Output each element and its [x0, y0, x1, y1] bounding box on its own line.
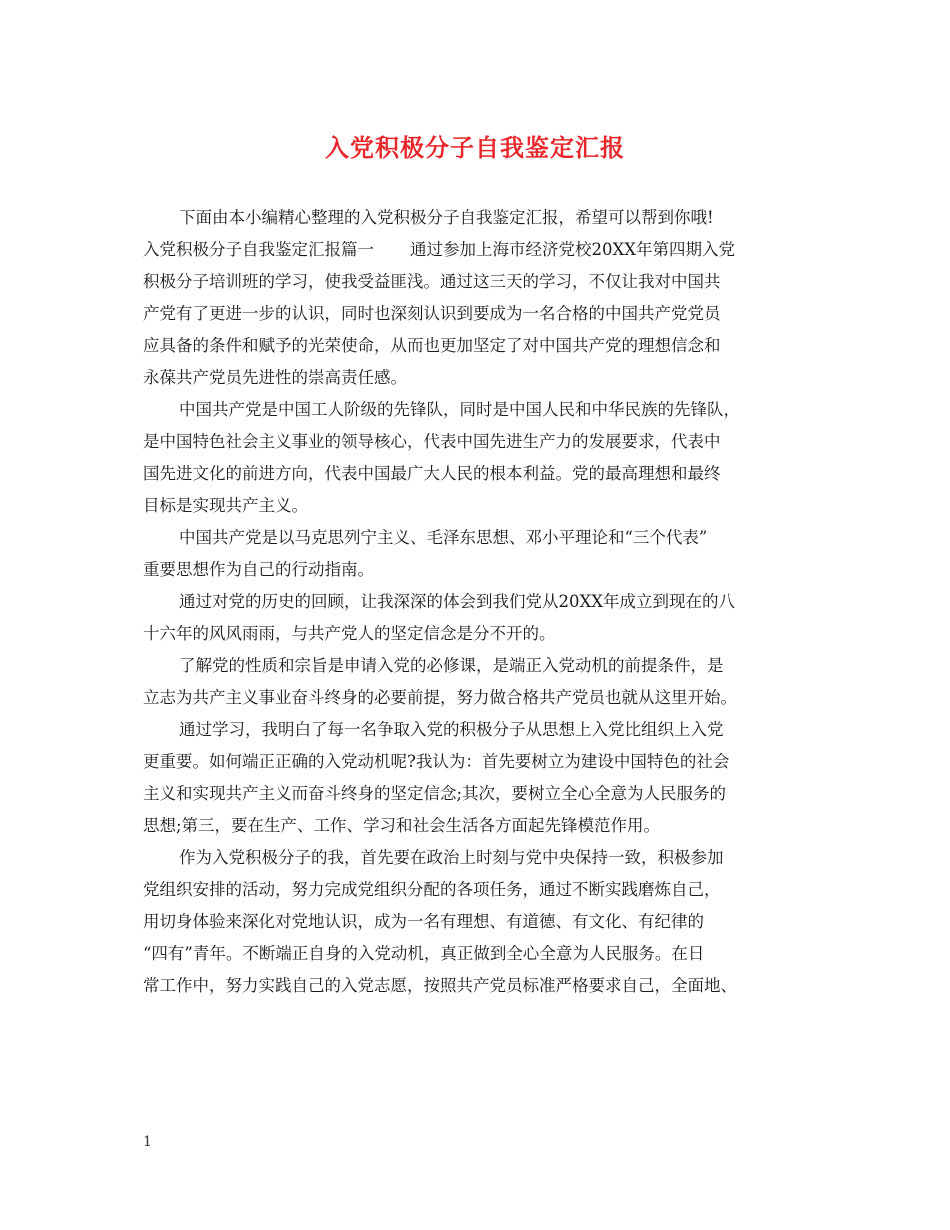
body-line-15: 通过学习，我明白了每一名争取入党的积极分子从思想上入党比组织上入党	[179, 720, 724, 739]
page-number: 1	[143, 1134, 152, 1150]
body-line-2: 产党有了更进一步的认识，同时也深刻认识到要成为一名合格的中国共产党党员	[143, 304, 721, 323]
body-line-19: 作为入党积极分子的我，首先要在政治上时刻与党中央保持一致，积极参加	[179, 848, 724, 867]
body-line-13: 了解党的性质和宗旨是申请入党的必修课，是端正入党动机的前提条件，是	[179, 656, 724, 675]
body-line-5: 中国共产党是中国工人阶级的先锋队，同时是中国人民和中华民族的先锋队，	[179, 400, 740, 419]
body-line-22: “四有”青年。不断端正自身的入党动机，真正做到全心全意为人民服务。在日	[143, 944, 705, 963]
document-title: 入党积极分子自我鉴定汇报	[325, 133, 625, 162]
body-line-0: 通过参加上海市经济党校20XX年第四期入党	[410, 240, 735, 259]
body-line-11: 通过对党的历史的回顾，让我深深的体会到我们党从20XX年成立到现在的八	[179, 592, 735, 611]
body-line-21: 用切身体验来深化对党地认识，成为一名有理想、有道德、有文化、有纪律的	[143, 912, 704, 931]
body-line-9: 中国共产党是以马克思列宁主义、毛泽东思想、邓小平理论和“三个代表”	[179, 528, 708, 547]
body-line-18: 思想;第三，要在生产、工作、学习和社会生活各方面起先锋模范作用。	[143, 816, 661, 835]
body-line-7: 国先进文化的前进方向，代表中国最广大人民的根本利益。党的最高理想和最终	[143, 464, 721, 483]
body-line-1: 积极分子培训班的学习，使我受益匪浅。通过这三天的学习，不仅让我对中国共	[143, 272, 721, 291]
body-line-3: 应具备的条件和赋予的光荣使命，从而也更加坚定了对中国共产党的理想信念和	[143, 336, 721, 355]
section-heading: 入党积极分子自我鉴定汇报篇一	[143, 240, 374, 259]
body-line-4: 永葆共产党员先进性的崇高责任感。	[143, 368, 407, 387]
body-line-6: 是中国特色社会主义事业的领导核心，代表中国先进生产力的发展要求，代表中	[143, 432, 721, 451]
body-line-12: 十六年的风风雨雨，与共产党人的坚定信念是分不开的。	[143, 624, 556, 643]
body-line-20: 党组织安排的活动，努力完成党组织分配的各项任务，通过不断实践磨炼自己，	[143, 880, 721, 899]
body-line-23: 常工作中，努力实践自己的入党志愿，按照共产党员标准严格要求自己，全面地、	[143, 976, 737, 995]
document-body	[143, 202, 813, 1002]
body-line-10: 重要思想作为自己的行动指南。	[143, 560, 374, 579]
body-line-17: 主义和实现共产主义而奋斗终身的坚定信念;其次，要树立全心全意为人民服务的	[143, 784, 727, 803]
body-line-14: 立志为共产主义事业奋斗终身的必要前提，努力做合格共产党员也就从这里开始。	[143, 688, 737, 707]
body-line-8: 目标是实现共产主义。	[143, 496, 308, 515]
intro-line: 下面由本小编精心整理的入党积极分子自我鉴定汇报，希望可以帮到你哦!	[179, 208, 714, 227]
section-line	[143, 234, 813, 266]
body-line-16: 更重要。如何端正正确的入党动机呢?我认为：首先要树立为建设中国特色的社会	[143, 752, 730, 771]
